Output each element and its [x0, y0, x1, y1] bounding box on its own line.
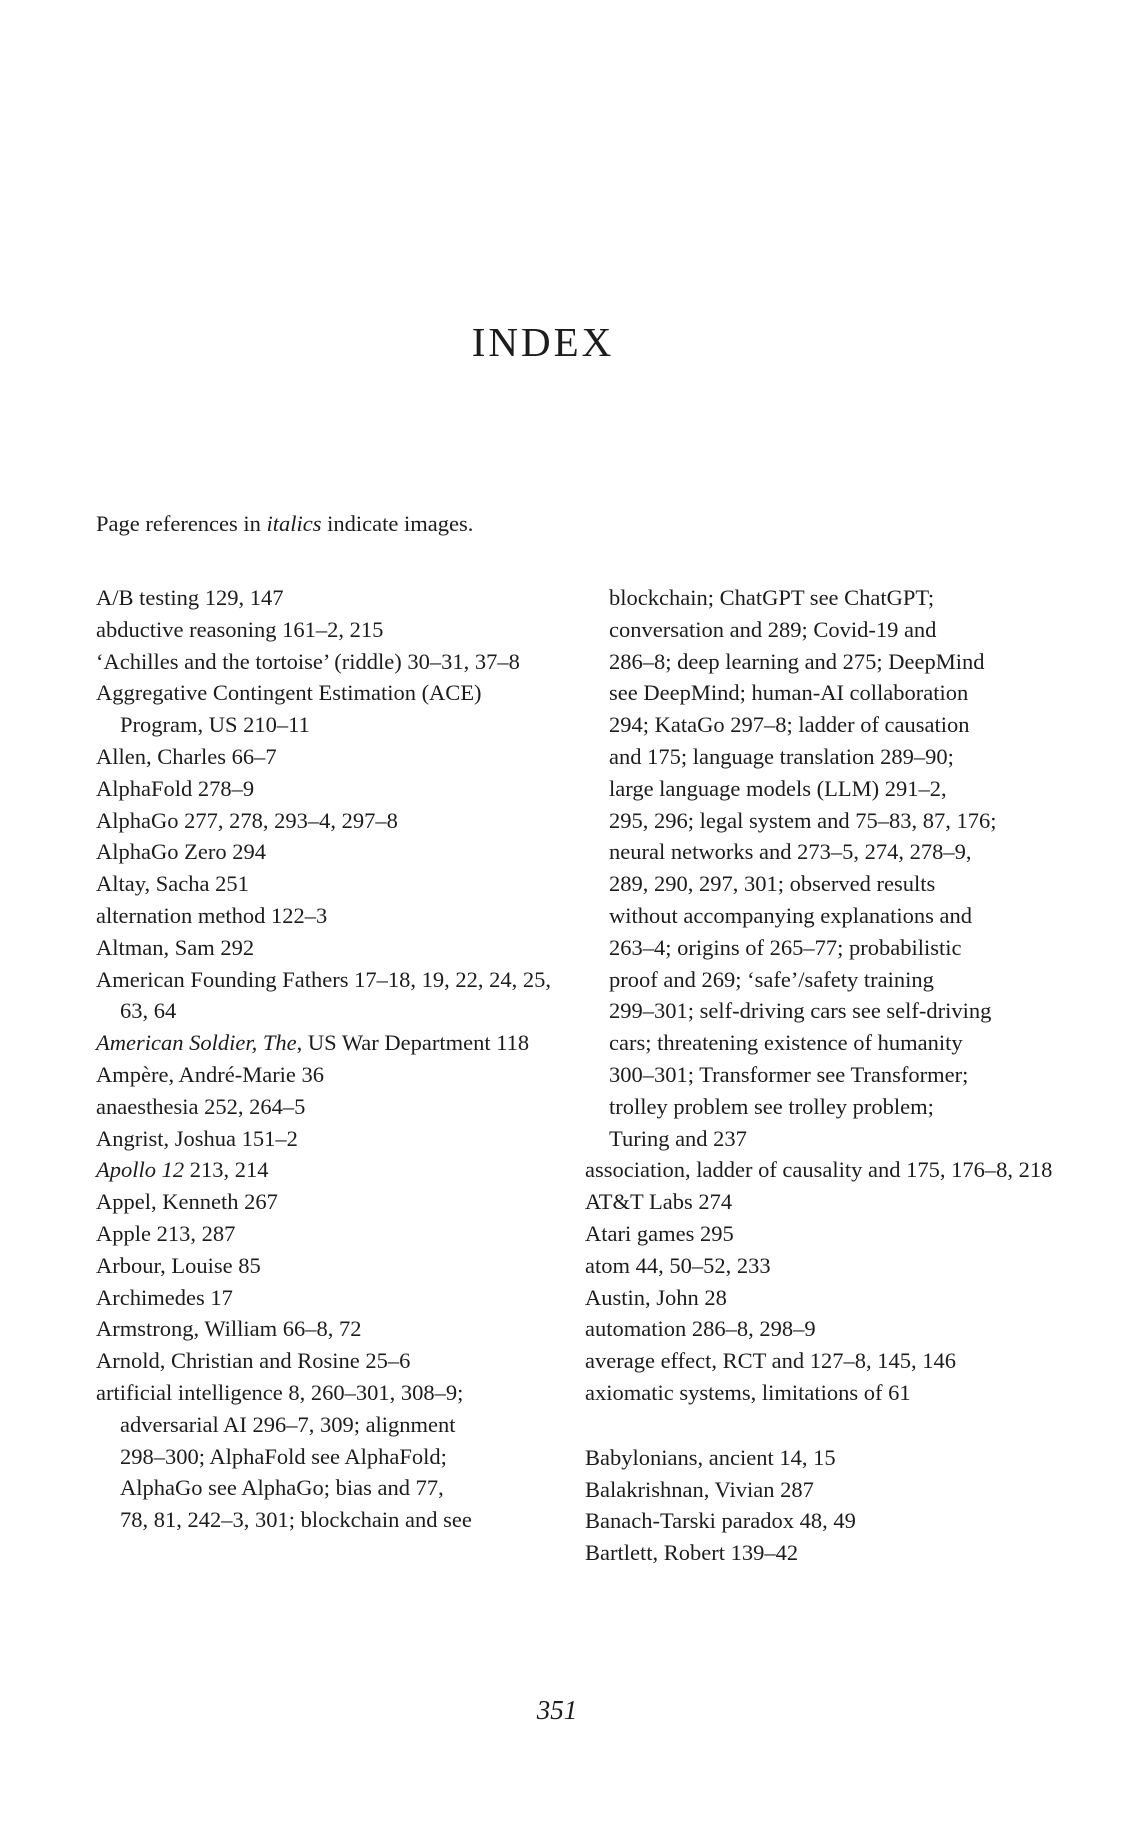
- index-entry: [585, 1474, 1055, 1506]
- index-entry: [96, 1377, 566, 1409]
- index-entry-text: , US War Department 118: [296, 1030, 530, 1056]
- index-entry-text: 298–300; AlphaFold see AlphaFold;: [120, 1443, 447, 1469]
- index-entry: [96, 1282, 566, 1314]
- index-subentry-line: [585, 1091, 1055, 1123]
- index-entry-text: Altay, Sacha 251: [96, 871, 249, 897]
- index-entry-text: 299–301; self-driving cars see self-driving: [609, 998, 992, 1024]
- index-entry-italic: American Soldier, The: [96, 1030, 297, 1056]
- intro-italic: italics: [266, 511, 322, 536]
- index-subentry-line: [585, 868, 1055, 900]
- index-entry-text: A/B testing 129, 147: [96, 585, 284, 610]
- index-entry-text: anaesthesia 252, 264–5: [96, 1093, 306, 1119]
- index-entry-text: large language models (LLM) 291–2,: [609, 775, 947, 801]
- index-subentry-line: [585, 709, 1055, 741]
- intro-before: Page references in: [96, 511, 267, 536]
- index-entry: [585, 1250, 1055, 1282]
- index-entry-text: neural networks and 273–5, 274, 278–9,: [609, 839, 972, 865]
- index-entry: [585, 1537, 1055, 1569]
- index-column-left: [96, 582, 566, 1536]
- index-subentry-line: [585, 932, 1055, 964]
- index-subentry-line: [96, 1441, 566, 1473]
- index-subentry-line: [96, 1472, 566, 1504]
- index-entry-text: abductive reasoning 161–2, 215: [96, 616, 384, 642]
- index-entry-text: 78, 81, 242–3, 301; blockchain and see: [120, 1507, 472, 1533]
- index-entry: [585, 1345, 1055, 1377]
- index-entry-text: Appel, Kenneth 267: [96, 1189, 278, 1215]
- index-entry: [585, 1505, 1055, 1537]
- index-entry-text: conversation and 289; Covid-19 and: [609, 616, 937, 642]
- index-subentry-line: [585, 1123, 1055, 1155]
- index-subentry-line: [585, 995, 1055, 1027]
- index-entry: [585, 1218, 1055, 1250]
- index-entry: [96, 741, 566, 773]
- index-entry-text: Ampère, André-Marie 36: [96, 1061, 325, 1087]
- index-entry: [96, 1059, 566, 1091]
- index-entry: [585, 1154, 1055, 1186]
- index-entry: [96, 1345, 566, 1377]
- index-entry-text: proof and 269; ‘safe’/safety training: [609, 966, 934, 992]
- index-entry-text: 213, 214: [184, 1157, 269, 1183]
- index-subentry-line: [585, 773, 1055, 805]
- index-entry-text: Angrist, Joshua 151–2: [96, 1125, 298, 1151]
- index-subentry-line: [585, 964, 1055, 996]
- index-entry: [585, 1377, 1055, 1409]
- index-entry-text: Apple 213, 287: [96, 1220, 236, 1246]
- index-subentry-line: [585, 614, 1055, 646]
- index-entry: [96, 836, 566, 868]
- index-entry: [96, 773, 566, 805]
- index-entry-text: 300–301; Transformer see Transformer;: [609, 1061, 969, 1087]
- index-entry-text: Banach-Tarski paradox 48, 49: [585, 1508, 856, 1534]
- index-entry-text: 294; KataGo 297–8; ladder of causation: [609, 712, 970, 738]
- index-entry-text: Austin, John 28: [585, 1284, 727, 1310]
- index-entry-text: AlphaFold 278–9: [96, 775, 255, 801]
- index-entry: [585, 1442, 1055, 1474]
- index-subentry-line: [585, 1059, 1055, 1091]
- index-subentry-line: [585, 677, 1055, 709]
- index-subentry-line: [585, 582, 1055, 614]
- index-entry-text: average effect, RCT and 127–8, 145, 146: [585, 1348, 956, 1374]
- index-entry-text: alternation method 122–3: [96, 902, 328, 928]
- index-subentry-line: [585, 836, 1055, 868]
- index-entry-text: 286–8; deep learning and 275; DeepMind: [609, 648, 985, 674]
- index-entry-text: 263–4; origins of 265–77; probabilistic: [609, 934, 962, 960]
- index-entry-text: trolley problem see trolley problem;: [609, 1093, 934, 1119]
- index-entry-text: adversarial AI 296–7, 309; alignment: [120, 1411, 456, 1437]
- index-entry-text: blockchain; ChatGPT see ChatGPT;: [609, 585, 935, 610]
- page-title: INDEX: [471, 319, 615, 365]
- index-entry-text: artificial intelligence 8, 260–301, 308–9;: [96, 1379, 464, 1405]
- index-entry-italic: Apollo 12: [96, 1157, 185, 1183]
- index-entry-text: AlphaGo see AlphaGo; bias and 77,: [120, 1475, 444, 1501]
- index-entry-text: Balakrishnan, Vivian 287: [585, 1476, 814, 1502]
- index-entry-text: atom 44, 50–52, 233: [585, 1252, 771, 1278]
- index-entry: [96, 900, 566, 932]
- index-entry: [96, 677, 566, 741]
- index-entry-text: Babylonians, ancient 14, 15: [585, 1444, 836, 1470]
- index-entry-text: see DeepMind; human-AI collaboration: [609, 680, 969, 706]
- index-entry: [96, 1123, 566, 1155]
- index-entry-text: Aggregative Contingent Estimation (ACE) Program, US 210–11: [96, 680, 482, 738]
- index-column-right: [585, 582, 1055, 1569]
- index-entry-text: Archimedes 17: [96, 1284, 233, 1310]
- index-entry: [96, 1027, 566, 1059]
- intro-after: indicate images.: [321, 511, 474, 536]
- index-entry-text: without accompanying explanations and: [609, 902, 973, 928]
- index-entry-text: 289, 290, 297, 301; observed results: [609, 871, 936, 897]
- index-entry: [96, 1186, 566, 1218]
- index-entry-text: Arbour, Louise 85: [96, 1252, 261, 1278]
- index-entry-text: AlphaGo Zero 294: [96, 839, 266, 865]
- index-entry-text: automation 286–8, 298–9: [585, 1316, 816, 1342]
- index-entry: [96, 868, 566, 900]
- index-entry-text: 295, 296; legal system and 75–83, 87, 176;: [609, 807, 997, 833]
- page-number: 351: [536, 1695, 578, 1725]
- letter-section-gap: [585, 1409, 1055, 1442]
- index-subentry-line: [585, 805, 1055, 837]
- index-entry: [96, 1091, 566, 1123]
- index-entry-text: Armstrong, William 66–8, 72: [96, 1316, 362, 1342]
- index-entry: [96, 614, 566, 646]
- index-subentry-line: [585, 646, 1055, 678]
- index-subentry-line: [585, 1027, 1055, 1059]
- index-entry: [96, 964, 566, 1028]
- index-entry-text: cars; threatening existence of humanity: [609, 1030, 963, 1056]
- index-intro-note: [96, 511, 473, 537]
- index-entry: [96, 805, 566, 837]
- index-entry-text: ‘Achilles and the tortoise’ (riddle) 30–31, 37–8: [96, 648, 520, 674]
- index-entry-text: American Founding Fathers 17–18, 19, 22, 24, 25, 63, 64: [96, 966, 551, 1024]
- index-entry: [96, 1313, 566, 1345]
- index-subentry-line: [96, 1504, 566, 1536]
- index-entry: [96, 1154, 566, 1186]
- index-subentry-line: [585, 900, 1055, 932]
- index-subentry-line: [585, 741, 1055, 773]
- index-entry: [96, 646, 566, 678]
- index-entry-text: Atari games 295: [585, 1220, 734, 1246]
- index-entry: [96, 582, 566, 614]
- index-entry-text: Bartlett, Robert 139–42: [585, 1540, 799, 1566]
- index-entry: [96, 1250, 566, 1282]
- index-entry-text: axiomatic systems, limitations of 61: [585, 1379, 911, 1405]
- index-entry-text: Altman, Sam 292: [96, 934, 255, 960]
- index-entry-text: and 175; language translation 289–90;: [609, 743, 954, 769]
- index-entry-text: AT&T Labs 274: [585, 1189, 733, 1215]
- index-entry: [585, 1186, 1055, 1218]
- index-entry: [585, 1313, 1055, 1345]
- index-entry-text: Turing and 237: [609, 1125, 747, 1151]
- index-subentry-line: [96, 1409, 566, 1441]
- index-entry-text: AlphaGo 277, 278, 293–4, 297–8: [96, 807, 398, 833]
- index-entry-text: association, ladder of causality and 175, 176–8, 218: [585, 1157, 1053, 1183]
- index-entry: [96, 932, 566, 964]
- index-entry-text: Allen, Charles 66–7: [96, 743, 277, 769]
- index-entry: [96, 1218, 566, 1250]
- index-entry-text: Arnold, Christian and Rosine 25–6: [96, 1348, 411, 1374]
- index-entry: [585, 1282, 1055, 1314]
